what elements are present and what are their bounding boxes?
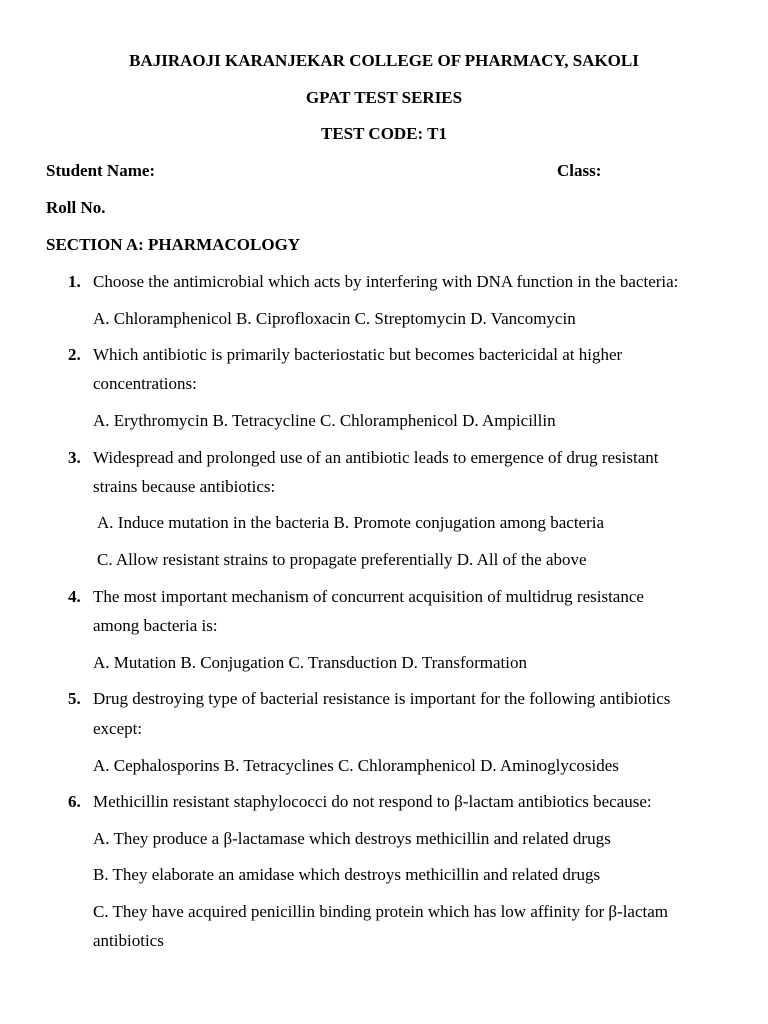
question-number: 6. (68, 792, 81, 811)
roll-no-label: Roll No. (46, 198, 106, 217)
question-options: C. They have acquired penicillin binding protein which has low affinity for β-lactam (93, 902, 669, 921)
test-series-title: GPAT TEST SERIES (305, 88, 463, 107)
college-title: BAJIRAOJI KARANJEKAR COLLEGE OF PHARMACY, SAKOLI (129, 51, 639, 70)
student-name-label: Student Name: (46, 161, 156, 180)
question-options: A. Cephalosporins B. Tetracyclines C. Chloramphenicol D. Aminoglycosides (93, 756, 619, 775)
question-options: A. Chloramphenicol B. Ciprofloxacin C. Streptomycin D. Vancomycin (93, 309, 576, 328)
question-number: 1. (68, 272, 81, 291)
question-text: Methicillin resistant staphylococci do not respond to β-lactam antibiotics because: (93, 792, 652, 811)
question-text: The most important mechanism of concurrent acquisition of multidrug resistance (93, 587, 644, 606)
question-options: A. Mutation B. Conjugation C. Transduction D. Transformation (93, 653, 527, 672)
question-number: 4. (68, 587, 81, 606)
question-options: A. Induce mutation in the bacteria B. Promote conjugation among bacteria (97, 513, 605, 532)
question-text: Choose the antimicrobial which acts by interfering with DNA function in the bacteria: (93, 272, 679, 291)
question-text: except: (93, 719, 143, 738)
question-text: among bacteria is: (93, 616, 218, 635)
section-title: SECTION A: PHARMACOLOGY (46, 235, 301, 254)
question-options: C. Allow resistant strains to propagate preferentially D. All of the above (97, 550, 587, 569)
test-code: TEST CODE: T1 (321, 124, 447, 143)
question-options: antibiotics (93, 931, 164, 950)
question-text: strains because antibiotics: (93, 477, 276, 496)
question-text: Drug destroying type of bacterial resistance is important for the following antibiotics (93, 689, 671, 708)
question-number: 5. (68, 689, 81, 708)
question-options: A. They produce a β-lactamase which destroys methicillin and related drugs (93, 829, 611, 848)
question-options: B. They elaborate an amidase which destroys methicillin and related drugs (93, 865, 601, 884)
question-text: Which antibiotic is primarily bacteriostatic but becomes bactericidal at higher (93, 345, 623, 364)
question-text: Widespread and prolonged use of an antibiotic leads to emergence of drug resistant (93, 448, 659, 467)
question-options: A. Erythromycin B. Tetracycline C. Chloramphenicol D. Ampicillin (93, 411, 556, 430)
question-number: 2. (68, 345, 81, 364)
question-number: 3. (68, 448, 81, 467)
question-text: concentrations: (93, 374, 197, 393)
class-label: Class: (557, 161, 602, 180)
